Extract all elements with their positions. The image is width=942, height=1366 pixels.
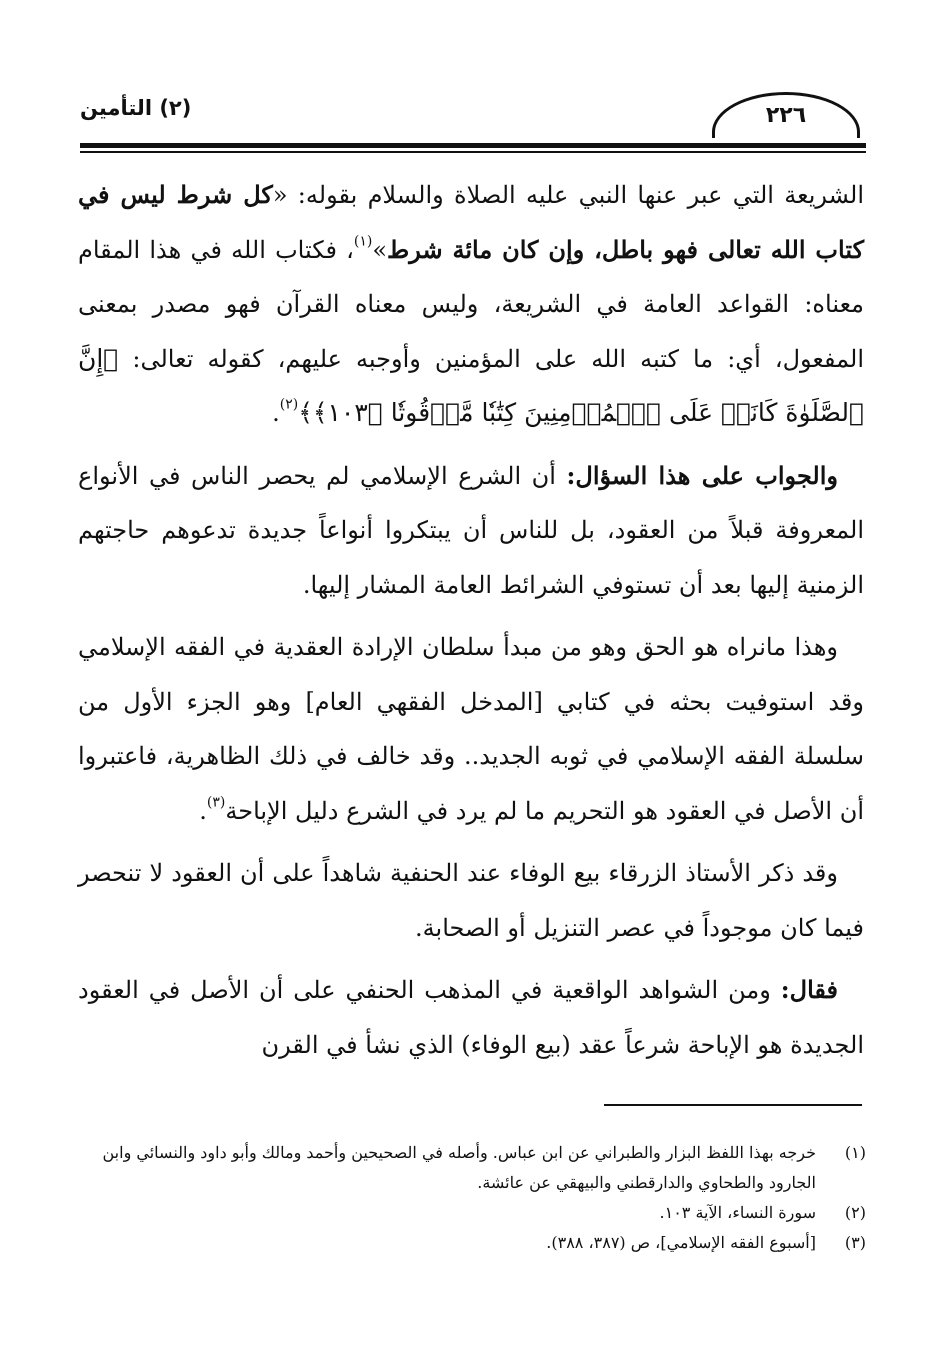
- footnote-ref-1: (١): [353, 232, 373, 249]
- footnote-text: سورة النساء، الآية ١٠٣.: [659, 1203, 816, 1222]
- book-title: (٢) التأمين: [80, 96, 192, 120]
- p3-end: .: [199, 796, 207, 825]
- footnote-number: (٣): [844, 1233, 866, 1252]
- footnote-number: (١): [844, 1143, 866, 1162]
- footnote-text: [أسبوع الفقه الإسلامي]، ص (٣٨٧، ٣٨٨).: [546, 1233, 816, 1252]
- p5-lead: فقال:: [780, 975, 838, 1004]
- footnote-separator: [604, 1104, 862, 1106]
- footnote-number: (٢): [844, 1203, 866, 1222]
- footnote-ref-2: (٢): [279, 396, 299, 413]
- p1-text-b: ، فكتاب الله في هذا المقام معناه: القواعد العامة في الشريعة، وليس معناه القرآن فهو مصدر بمعنى المفعول، أي: ما كتبه الله على المؤمنين وأوجبه عليهم، كقوله تعالى:: [78, 235, 864, 373]
- paragraph-2: [78, 449, 864, 613]
- main-text: [78, 168, 864, 1072]
- footnote-1: [80, 1138, 866, 1198]
- p4-text: وقد ذكر الأستاذ الزرقاء بيع الوفاء عند الحنفية شاهداً على أن العقود لا تنحصر فيما كان موجوداً في عصر التنزيل أو الصحابة.: [78, 859, 864, 942]
- p5-text: ومن الشواهد الواقعية في المذهب الحنفي على أن الأصل في العقود الجديدة هو الإباحة شرعاً عقد (بيع الوفاء) الذي نشأ في القرن: [78, 976, 864, 1059]
- p3-text: وهذا مانراه هو الحق وهو من مبدأ سلطان الإرادة العقدية في الفقه الإسلامي وقد استوفيت بحثه في كتابي [المدخل الفقهي العام] وهو الجزء الأول من سلسلة الفقه الإسلامي في ثوبه الجديد.. وقد خالف في ذلك الظاهرية، فاعتبروا أن الأصل في العقود هو التحريم ما لم يرد في الشرع دليل الإباحة: [78, 633, 864, 825]
- p1-text-a: الشريعة التي عبر عنها النبي عليه الصلاة والسلام بقوله: «: [272, 181, 865, 209]
- footnote-2: [80, 1198, 866, 1228]
- p1-quote-close: »: [372, 235, 388, 264]
- paragraph-1: [78, 168, 864, 441]
- hadith-quote: كل شرط ليس في كتاب الله تعالى فهو باطل، وإن كان مائة شرط: [78, 180, 865, 264]
- paragraph-5: [78, 963, 864, 1072]
- footnote-text: خرجه بهذا اللفظ البزار والطبراني عن ابن عباس. وأصله في الصحيحين وأحمد ومالك وأبو داود والنسائي وابن الجارود والطحاوي والدارقطني والبيهقي عن عائشة.: [102, 1143, 816, 1192]
- footnote-ref-3: (٣): [206, 793, 226, 810]
- header-rule-thick: [80, 143, 866, 148]
- footnotes: [80, 1138, 866, 1258]
- paragraph-3: [78, 620, 864, 838]
- quran-verse: ﴿إِنَّ ٱلصَّلَوٰةَ كَانَتۡ عَلَى ٱلۡمُؤۡمِنِينَ كِتَٰبٗا مَّوۡقُوتٗا ﴿١٠٣﴾﴾: [78, 343, 864, 427]
- p2-lead: والجواب على هذا السؤال:: [566, 460, 839, 490]
- page-header: [80, 88, 866, 158]
- header-rule-thin: [80, 151, 866, 153]
- page-number: ٢٢٦: [765, 103, 807, 128]
- p2-text: أن الشرع الإسلامي لم يحصر الناس في الأنواع المعروفة قبلاً من العقود، بل للناس أن يبتكروا أنواعاً جديدة تدعوهم حاجتهم الزمنية إليها بعد أن تستوفي الشرائط العامة المشار إليها.: [78, 461, 864, 599]
- footnote-3: [80, 1228, 866, 1258]
- p1-end: .: [272, 399, 280, 427]
- page-number-oval: [712, 92, 860, 138]
- paragraph-4: [78, 846, 864, 955]
